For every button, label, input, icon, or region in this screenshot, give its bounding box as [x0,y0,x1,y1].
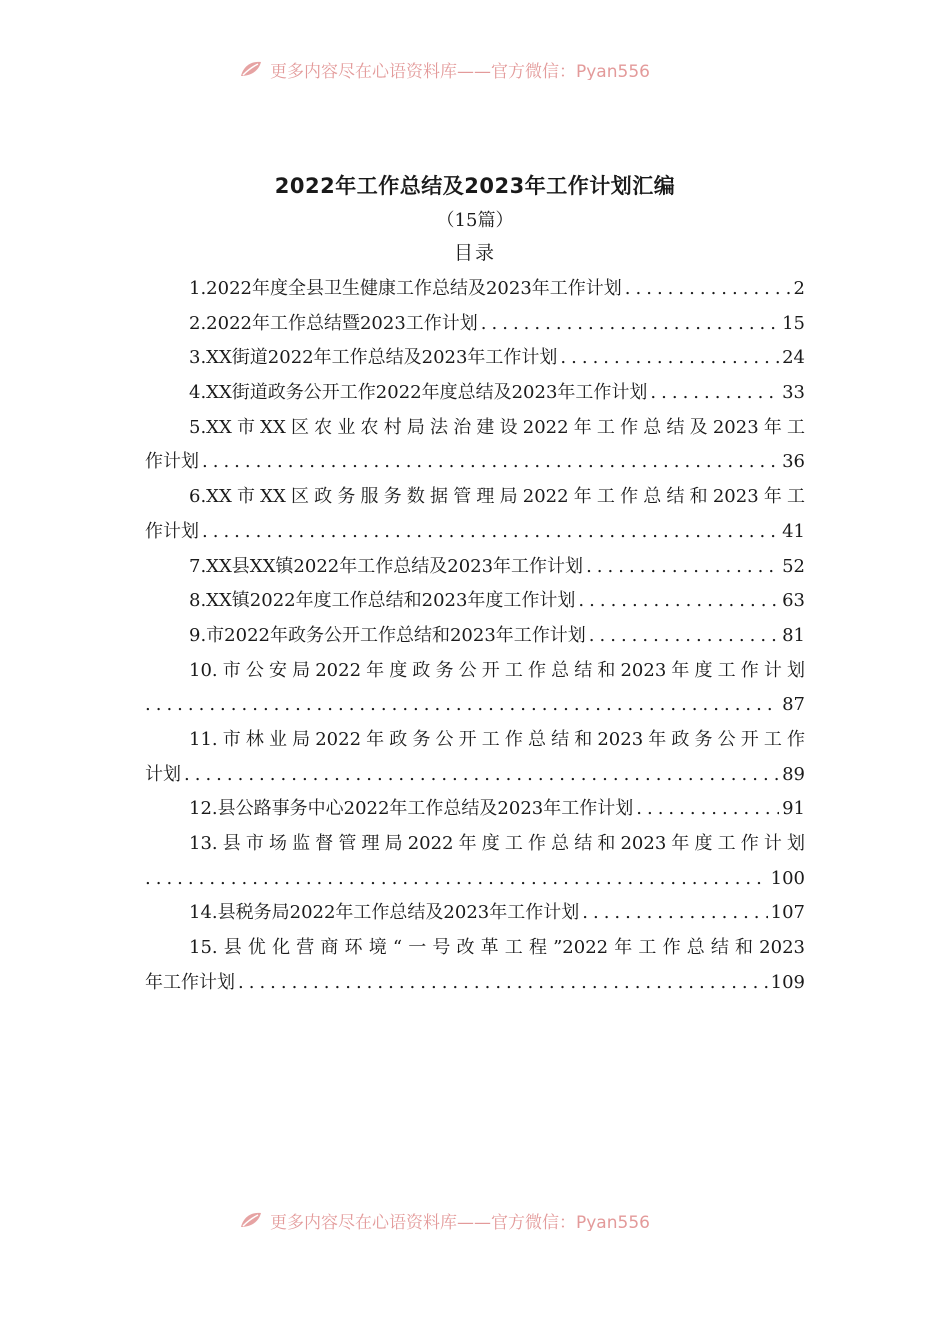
toc-entry-title-line1: 5.XX市XX区农业农村局法治建设2022年工作总结及2023年工 [189,416,805,438]
leaf-logo-icon [238,58,264,80]
toc-entry-6[interactable] [145,480,805,549]
watermark-header [238,58,650,80]
toc-entry-title-line2: 年工作计划 [145,971,235,993]
toc-page-number: 100 [770,867,805,889]
toc-entry-title-line2: 计划 [145,763,181,785]
toc-page-number: 2 [793,278,805,299]
dot-leader [650,376,779,411]
toc-entry-title: 4.XX街道政务公开工作2022年度总结及2023年工作计划 [189,382,648,404]
dot-leader [481,307,779,342]
toc-entry-title: 12.县公路事务中心2022年工作总结及2023年工作计划 [189,798,634,820]
toc-entry-8[interactable] [145,584,805,619]
dot-leader [145,862,768,897]
dot-leader [578,584,779,619]
toc-page-number: 63 [782,590,805,612]
leaf-logo-icon [238,1209,264,1231]
toc-entry-15[interactable] [145,931,805,1000]
dot-leader [625,272,791,307]
watermark-text: 更多内容尽在心语资料库——官方微信：Pyan556 [270,1212,650,1231]
toc-page-number: 107 [770,902,805,924]
toc-entry-title: 1.2022年度全县卫生健康工作总结及2023年工作计划 [189,278,622,299]
toc-entry-title-line1: 11.市林业局2022年政务公开工作总结和2023年政务公开工作 [189,728,805,750]
toc-entry-10[interactable] [145,654,805,723]
dot-leader [184,758,779,793]
toc-entry-1[interactable] [145,272,805,307]
dot-leader [560,341,779,376]
dot-leader [589,619,779,654]
toc-entry-title: 2.2022年工作总结暨2023工作计划 [189,312,478,334]
toc-page-number: 15 [782,312,805,334]
toc-page-number: 87 [782,694,805,716]
toc-entry-12[interactable] [145,792,805,827]
watermark-text: 更多内容尽在心语资料库——官方微信：Pyan556 [270,61,650,80]
document-subtitle: （15篇） [436,210,514,231]
toc-entry-9[interactable] [145,619,805,654]
dot-leader [586,550,779,585]
toc-entry-title-line1: 6.XX市XX区政务服务数据管理局2022年工作总结和2023年工 [189,486,805,508]
toc-entry-7[interactable] [145,550,805,585]
toc-page-number: 24 [782,347,805,369]
dot-leader [238,966,768,1001]
table-of-contents [145,272,805,1000]
toc-entry-title-line1: 10.市公安局2022年度政务公开工作总结和2023年度工作计划 [189,659,805,681]
dot-leader [202,445,779,480]
toc-page-number: 81 [782,624,805,646]
dot-leader [202,515,779,550]
toc-entry-title-line1: 15.县优化营商环境“一号改革工程”2022年工作总结和2023 [189,937,805,959]
toc-entry-title: 7.XX县XX镇2022年工作总结及2023年工作计划 [189,555,584,577]
toc-entry-5[interactable] [145,411,805,480]
toc-page-number: 109 [770,971,805,993]
toc-entry-4[interactable] [145,376,805,411]
toc-entry-2[interactable] [145,307,805,342]
toc-entry-title: 9.市2022年政务公开工作总结和2023年工作计划 [189,624,586,646]
dot-leader [636,792,779,827]
toc-entry-title-line1: 13.县市场监督管理局2022年度工作总结和2023年度工作计划 [189,833,805,854]
toc-heading: 目录 [453,242,496,264]
toc-page-number: 91 [782,798,805,820]
dot-leader [145,688,779,723]
toc-entry-11[interactable] [145,723,805,792]
toc-entry-14[interactable] [145,896,805,931]
toc-entry-3[interactable] [145,341,805,376]
toc-page-number: 89 [782,763,805,785]
toc-page-number: 33 [782,382,805,404]
watermark-footer [238,1209,650,1231]
toc-entry-title: 8.XX镇2022年度工作总结和2023年度工作计划 [189,590,576,612]
toc-page-number: 36 [782,451,805,473]
toc-entry-title-line2: 作计划 [145,451,199,473]
document-title: 2022年工作总结及2023年工作计划汇编 [274,174,676,198]
dot-leader [582,896,767,931]
toc-page-number: 41 [782,520,805,542]
toc-entry-title: 3.XX街道2022年工作总结及2023年工作计划 [189,347,558,369]
toc-entry-title-line2: 作计划 [145,520,199,542]
toc-page-number: 52 [782,555,805,577]
toc-entry-13[interactable] [145,827,805,896]
toc-entry-title: 14.县税务局2022年工作总结及2023年工作计划 [189,902,580,924]
